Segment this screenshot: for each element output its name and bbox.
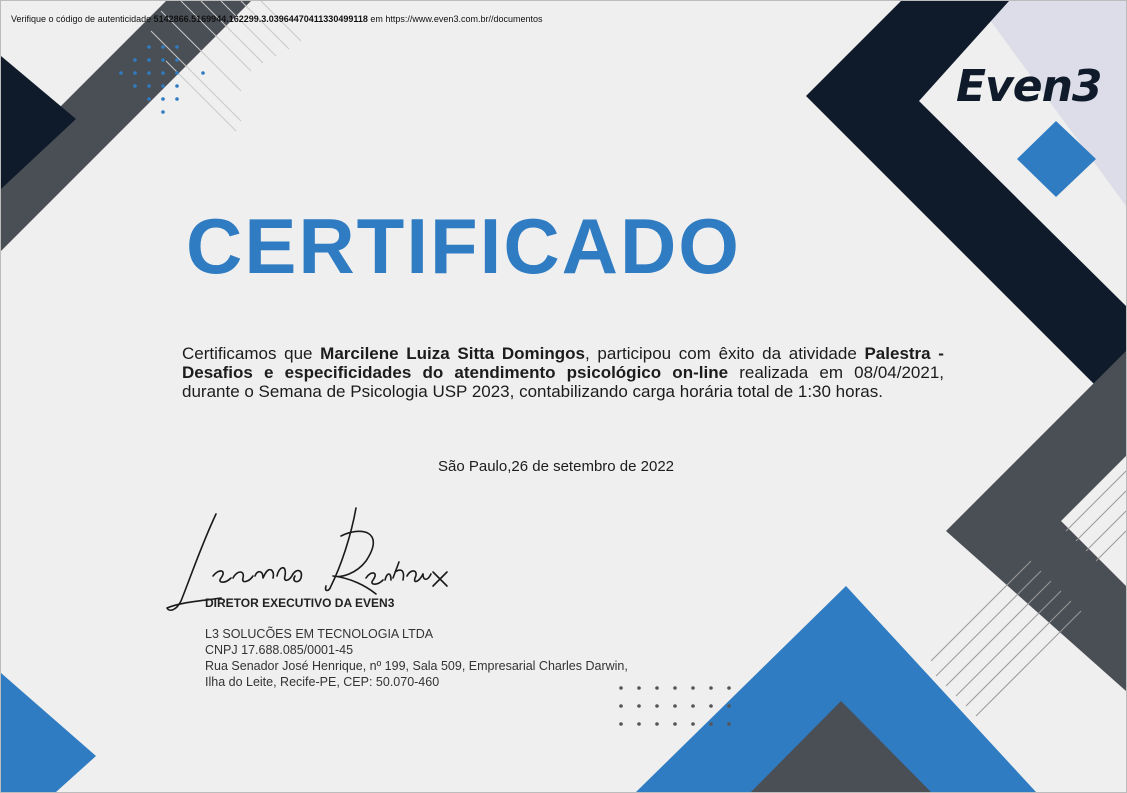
company-cnpj: CNPJ 17.688.085/0001-45 bbox=[205, 643, 354, 657]
verify-code: 5142866.5169944.162299.3.03964470411330499118 bbox=[153, 14, 368, 24]
participant-name: Marcilene Luiza Sitta Domingos bbox=[320, 344, 586, 363]
verify-prefix: Verifique o código de autenticidade bbox=[11, 14, 152, 24]
body-participation: , participou com êxito da atividade bbox=[585, 344, 857, 363]
bottom-left-blue-triangle bbox=[1, 673, 96, 792]
place-date: São Paulo,26 de setembro de 2022 bbox=[438, 458, 675, 475]
body-details: realizada em 08/04/2021, durante o Semana de Psicologia USP 2023, contabilizando carga horária total de 1:30 horas. bbox=[182, 363, 944, 401]
signatory-role: DIRETOR EXECUTIVO DA EVEN3 bbox=[205, 596, 395, 610]
body-intro: Certificamos que bbox=[182, 344, 313, 363]
certificate-body bbox=[182, 344, 944, 401]
activity-title: Palestra - Desafios e especificidades do atendimento psicológico on-line bbox=[182, 344, 944, 382]
company-address-line2: Ilha do Leite, Recife-PE, CEP: 50.070-460 bbox=[205, 675, 440, 689]
verify-mid: em bbox=[370, 14, 383, 24]
verify-url: https://www.even3.com.br//documentos bbox=[385, 14, 543, 24]
certificate-title: CERTIFICADO bbox=[186, 202, 741, 290]
company-address-line1: Rua Senador José Henrique, nº 199, Sala 509, Empresarial Charles Darwin, bbox=[205, 659, 628, 673]
company-name: L3 SOLUCÕES EM TECNOLOGIA LTDA bbox=[205, 627, 434, 641]
even3-logo: Even3 bbox=[956, 61, 1102, 112]
right-gray-chevron bbox=[946, 351, 1126, 691]
company-info bbox=[205, 626, 628, 690]
authenticity-notice bbox=[11, 14, 542, 24]
